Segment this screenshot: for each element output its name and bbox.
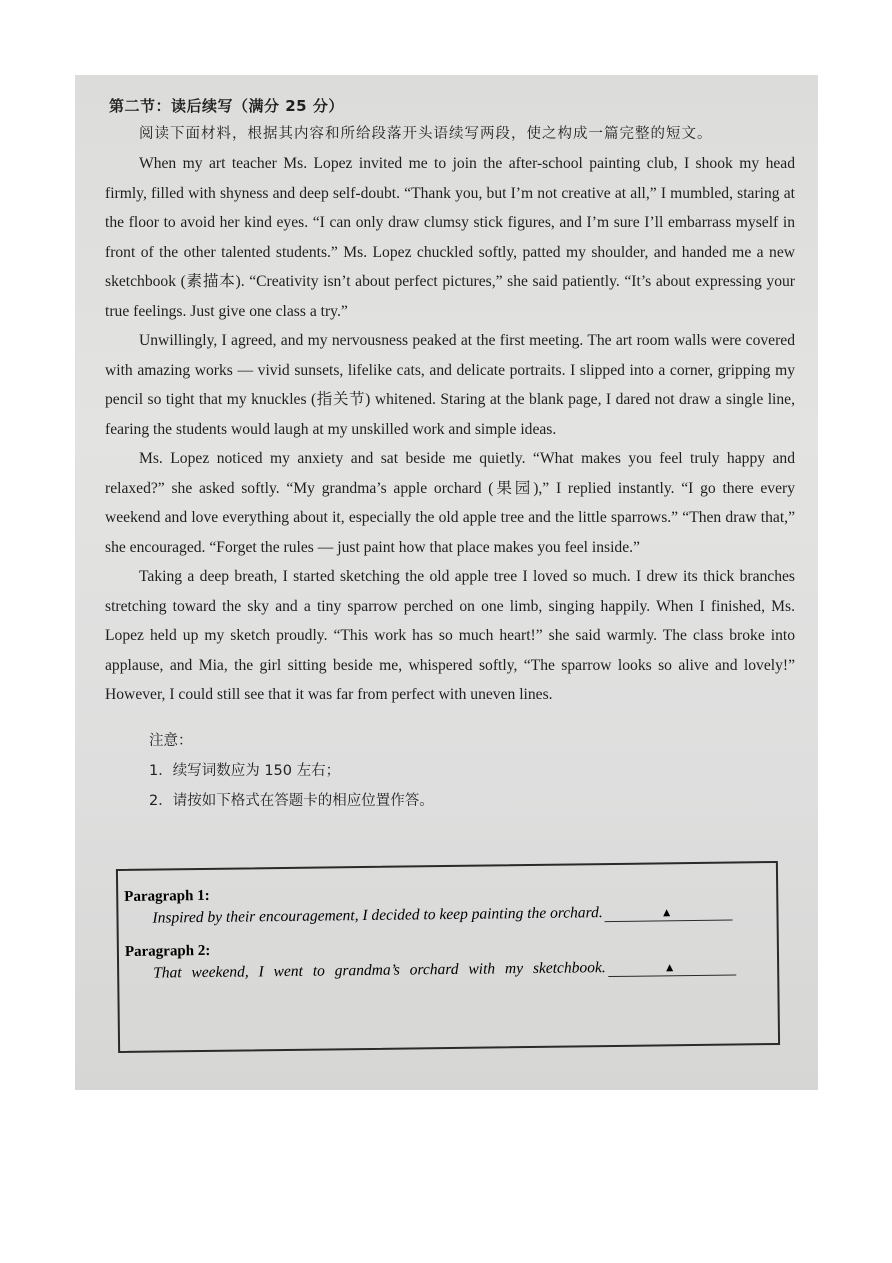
paragraph-1-start: Inspired by their encouragement, I decided to keep painting the orchard. [152,904,603,927]
paragraph-1-line [152,902,776,928]
exam-sheet [105,95,795,816]
instruction: 阅读下面材料，根据其内容和所给段落开头语续写两段，使之构成一篇完整的短文。 [139,126,713,142]
paragraph-2-blank [608,958,736,977]
notes-heading: 注意： [149,732,193,749]
answer-box [116,861,780,1053]
notes [149,726,795,816]
paragraph-2-line [153,957,777,983]
paragraph-1-label: Paragraph 1: [124,887,210,905]
exam-photo [75,75,818,1090]
note-item-2: 2．请按如下格式在答题卡的相应位置作答。 [149,792,434,809]
story-paragraph-1: When my art teacher Ms. Lopez invited me to join the after-school painting club, I shook my head firmly, filled with shyness and deep self-doubt. “Thank you, but I’m not creative at all,” I mumbled, staring at the floor to avoid her kind eyes. “I can only draw clumsy stick figures, and I’m sure I’ll embarrass myself in front of the other talented students.” Ms. Lopez chuckled softly, patted my shoulder, and handed me a new sketchbook (素描本). “Creativity isn’t about perfect pictures,” she said patiently. “It’s about expressing your true feelings. Just give one class a try.” [105,155,795,320]
section-title: 第二节：读后续写（满分 25 分） [109,97,344,115]
triangle-marker-icon: ▲ [663,960,676,975]
story-paragraph-3: Ms. Lopez noticed my anxiety and sat beside me quietly. “What makes you feel truly happy and relaxed?” she asked softly. “My grandma’s apple orchard (果园),” I replied instantly. “I go there every weekend and love everything about it, especially the old apple tree and the little sparrows.” “Then draw that,” she encouraged. “Forget the rules — just paint how that place makes you feel inside.” [105,450,795,556]
triangle-marker-icon: ▲ [660,905,673,920]
story-paragraph-2: Unwillingly, I agreed, and my nervousness peaked at the first meeting. The art room walls were covered with amazing works — vivid sunsets, lifelike cats, and delicate portraits. I slipped into a corner, gripping my pencil so tight that my knuckles (指关节) whitened. Staring at the blank page, I dared not draw a single line, fearing the students would laugh at my unskilled work and simple ideas. [105,332,795,438]
paragraph-2-start: That weekend, I went to grandma’s orchard with my sketchbook. [153,959,606,982]
paragraph-1-blank [605,904,733,923]
story-text [105,149,795,710]
paragraph-2-label: Paragraph 2: [124,942,211,960]
story-paragraph-4: Taking a deep breath, I started sketching the old apple tree I loved so much. I drew its thick branches stretching toward the sky and a tiny sparrow perched on one limb, singing happily. When I finished, Ms. Lopez held up my sketch proudly. “This work has so much heart!” she said warmly. The class broke into applause, and Mia, the girl sitting beside me, whispered softly, “The sparrow looks so alive and lovely!” However, I could still see that it was far from perfect with uneven lines. [105,568,795,703]
note-item-1: 1．续写词数应为 150 左右； [149,762,341,779]
